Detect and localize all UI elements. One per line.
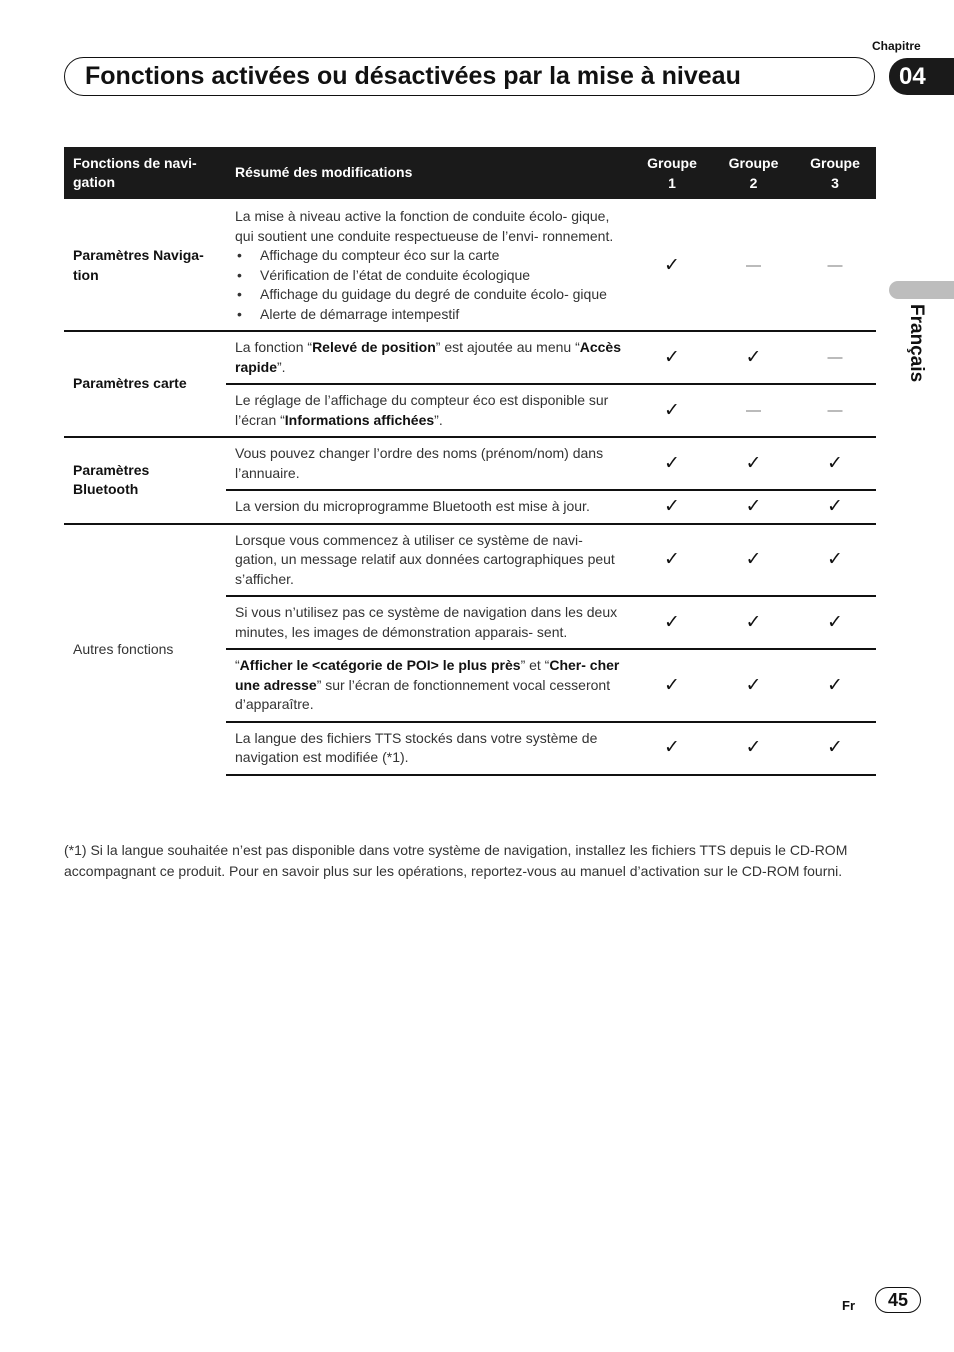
check-icon: ✓	[794, 490, 876, 524]
table-header	[64, 147, 876, 200]
check-icon: ✓	[631, 437, 713, 490]
page-title: Fonctions activées ou désactivées par la mise à niveau	[64, 57, 875, 96]
function-name: Paramètres carte	[64, 331, 226, 437]
function-name: Paramètres Bluetooth	[64, 437, 226, 524]
check-icon: ✓	[794, 524, 876, 597]
row-summary: Le réglage de l’affichage du compteur éco est disponible sur l’écran “Informations affichées”.	[226, 384, 631, 437]
footer-language: Fr	[842, 1298, 855, 1313]
features-table	[64, 147, 876, 776]
check-icon: ✓	[794, 437, 876, 490]
table-row	[64, 524, 876, 597]
table-row	[64, 331, 876, 384]
row-summary: La langue des fichiers TTS stockés dans votre système de navigation est modifiée (*1).	[226, 722, 631, 775]
row-summary: La fonction “Relevé de position” est ajoutée au menu “Accès rapide”.	[226, 331, 631, 384]
list-item: • Affichage du guidage du degré de conduite écolo- gique	[235, 285, 622, 305]
row-summary: Lorsque vous commencez à utiliser ce système de navi- gation, un message relatif aux données cartographiques peut s’afficher.	[226, 524, 631, 597]
check-icon: ✓	[664, 254, 680, 276]
check-icon: ✓	[713, 596, 794, 649]
header-group-2: Groupe 2	[713, 147, 794, 200]
row-summary: Si vous n’utilisez pas ce système de navigation dans les deux minutes, les images de démonstration apparais- sent.	[226, 596, 631, 649]
function-name: Paramètres Naviga- tion	[73, 247, 204, 283]
chapter-number: 04	[889, 58, 954, 95]
check-icon: ✓	[713, 524, 794, 597]
dash-mark: —	[794, 331, 876, 384]
footnote: (*1) Si la langue souhaitée n’est pas disponible dans votre système de navigation, installez les fichiers TTS depuis le CD-ROM accompagnant ce produit. Pour en savoir plus sur les opérations, reportez-vous au manuel d’activation sur le CD-ROM fourni.	[64, 842, 848, 879]
dash-mark: —	[827, 256, 843, 274]
check-icon: ✓	[631, 649, 713, 722]
check-icon: ✓	[713, 649, 794, 722]
row-summary: “Afficher le <catégorie de POI> le plus près” et “Cher- cher une adresse” sur l’écran de fonctionnement vocal cesseront d’apparaître.	[226, 649, 631, 722]
list-item: • Alerte de démarrage intempestif	[235, 305, 622, 325]
check-icon: ✓	[794, 596, 876, 649]
list-item: • Vérification de l’état de conduite écologique	[235, 266, 622, 286]
language-tab	[889, 281, 954, 299]
check-icon: ✓	[631, 331, 713, 384]
function-name: Autres fonctions	[64, 524, 226, 775]
check-icon: ✓	[794, 649, 876, 722]
check-icon: ✓	[631, 596, 713, 649]
check-icon: ✓	[713, 490, 794, 524]
table-row	[64, 437, 876, 490]
header-function: Fonctions de navi- gation	[64, 147, 226, 200]
check-icon: ✓	[794, 722, 876, 775]
dash-mark: —	[713, 384, 794, 437]
row-summary: La mise à niveau active la fonction de conduite écolo- gique, qui soutient une conduite respectueuse de l’envi- ronnement. • Affichage du compteur éco sur la carte • Vérification de l’état de conduite écologique • Affichage du guidage du degré de conduite écolo- gique • Alerte de démarrage intempestif	[226, 200, 631, 331]
header-group-1: Groupe 1	[631, 147, 713, 200]
check-icon: ✓	[631, 490, 713, 524]
header-group-3: Groupe 3	[794, 147, 876, 200]
check-icon: ✓	[631, 384, 713, 437]
header-summary: Résumé des modifications	[226, 147, 631, 200]
check-icon: ✓	[713, 437, 794, 490]
check-icon: ✓	[713, 722, 794, 775]
check-icon: ✓	[631, 722, 713, 775]
list-item: • Affichage du compteur éco sur la carte	[235, 246, 622, 266]
table-row	[64, 200, 876, 331]
row-summary: Vous pouvez changer l’ordre des noms (prénom/nom) dans l’annuaire.	[226, 437, 631, 490]
language-label: Français	[906, 304, 927, 383]
check-icon: ✓	[631, 524, 713, 597]
page-number: 45	[875, 1287, 921, 1313]
dash-mark: —	[746, 256, 761, 274]
dash-mark: —	[794, 384, 876, 437]
chapter-label: Chapitre	[872, 39, 921, 53]
check-icon: ✓	[713, 331, 794, 384]
row-summary: La version du microprogramme Bluetooth est mise à jour.	[226, 490, 631, 524]
